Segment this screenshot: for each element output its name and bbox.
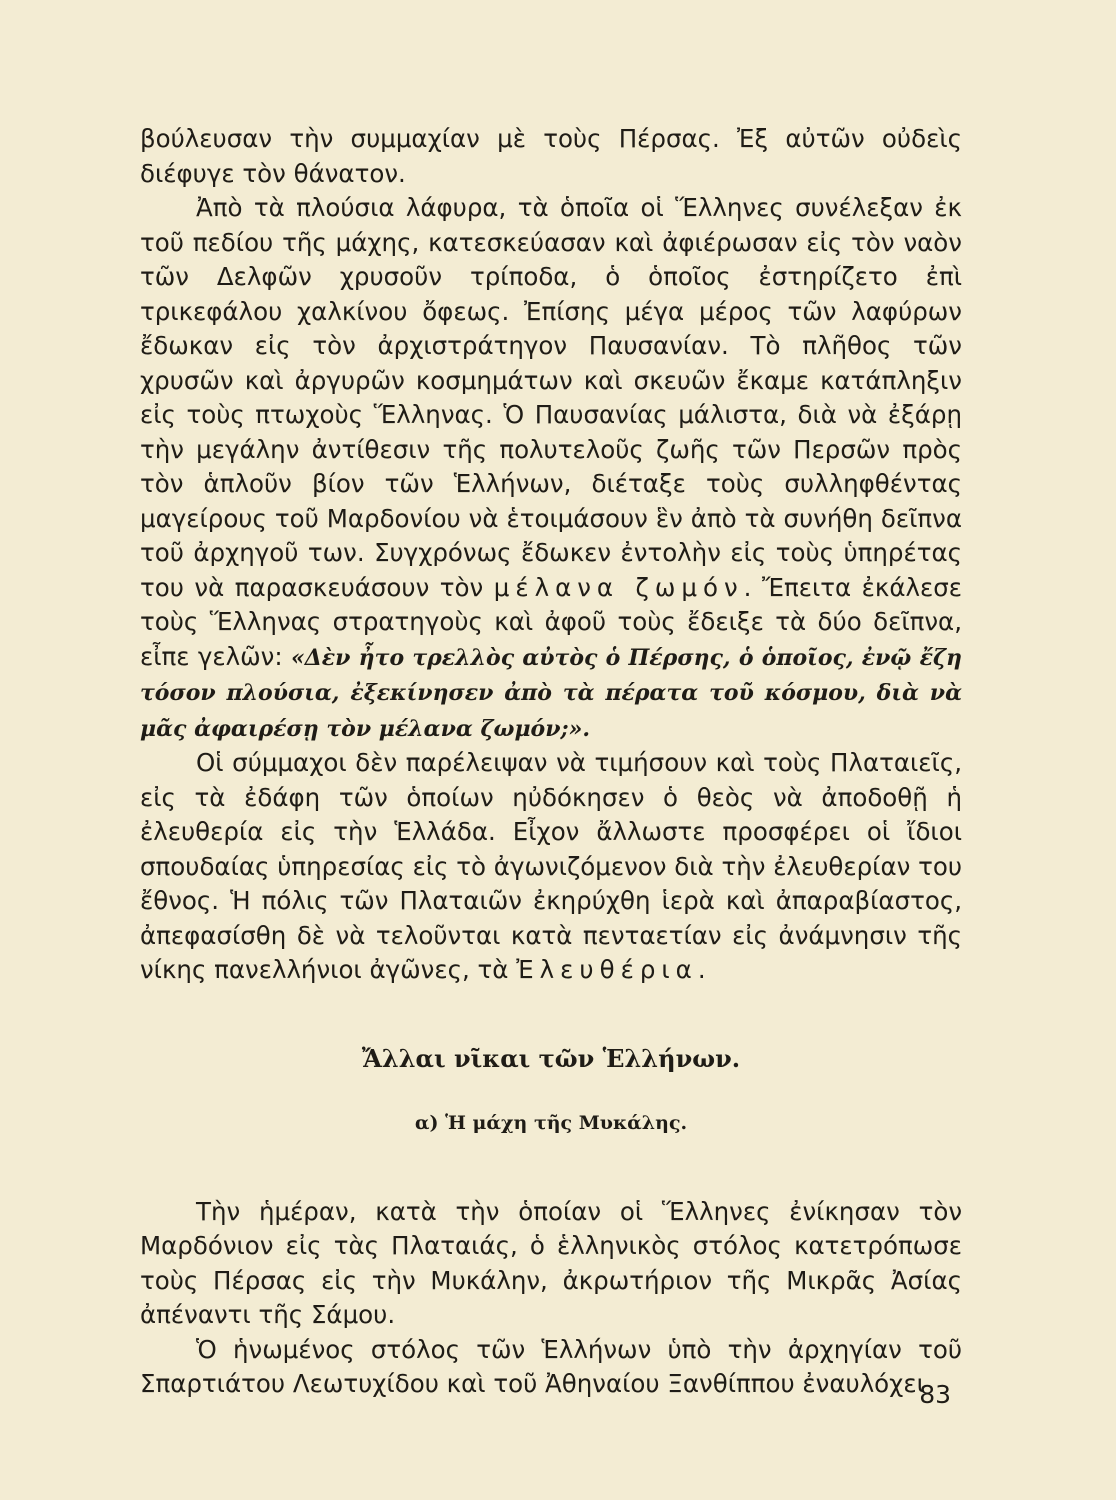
paragraph-2-part-2: . Ἔπειτα ἐκάλεσε τοὺς Ἕλληνας στρατηγοὺς καὶ ἀφοῦ τοὺς ἔδειξε τὰ δύο δεῖπνα, εἶπε γελῶν: [140, 572, 963, 671]
paragraph-3-part-1: Οἱ σύμμαχοι δὲν παρέλειψαν νὰ τιμήσουν καὶ τοὺς Πλαταιεῖς, εἰς τὰ ἐδάφη τῶν ὁποίων ηὐδόκησεν ὁ θεὸς νὰ ἀποδοθῇ ἡ ἐλευθερία εἰς τὴν Ἑλλάδα. Εἶχον ἄλλωστε προσφέρει οἱ ἴδιοι σπουδαίας ὑπηρεσίας εἰς τὸ ἀγωνιζόμενον διὰ τὴν ἐλευθερίαν του ἔθνος. Ἡ πόλις τῶν Πλαταιῶν ἐκηρύχθη ἱερὰ καὶ ἀπαραβίαστος, ἀπεφασίσθη δὲ νὰ τελοῦνται κατὰ πενταετίαν εἰς ἀνάμνησιν τῆς νίκης πανελλήνιοι ἀγῶνες, τὰ [140, 748, 962, 984]
spaced-term-melana-zomon: μέλανα ζωμόν [493, 572, 744, 602]
paragraph-2 [140, 191, 962, 746]
paragraph-3-end: . [697, 955, 706, 984]
paragraph-2-part-1: Ἀπὸ τὰ πλούσια λάφυρα, τὰ ὁποῖα οἱ Ἕλληνες συνέλεξαν ἐκ τοῦ πεδίου τῆς μάχης, κατεσκεύασαν καὶ ἀφιέρωσαν εἰς τὸν ναὸν τῶν Δελφῶν χρυσοῦν τρίποδα, ὁ ὁποῖος ἐστηρίζετο ἐπὶ τρικεφάλου χαλκίνου ὄφεως. Ἐπίσης μέγα μέρος τῶν λαφύρων ἔδωκαν εἰς τὸν ἀρχιστράτηγον Παυσανίαν. Τὸ πλῆθος τῶν χρυσῶν καὶ ἀργυρῶν κοσμημάτων καὶ σκευῶν ἔκαμε κατάπληξιν εἰς τοὺς πτωχοὺς Ἕλληνας. Ὁ Παυσανίας μάλιστα, διὰ νὰ ἐξάρῃ τὴν μεγάλην ἀντίθεσιν τῆς πολυτελοῦς ζωῆς τῶν Περσῶν πρὸς τὸν ἁπλοῦν βίον τῶν Ἑλλήνων, διέταξε τοὺς συλληφθέντας μαγείρους τοῦ Μαρδονίου νὰ ἑτοιμάσουν ἓν ἀπὸ τὰ συνήθη δεῖπνα τοῦ ἀρχηγοῦ των. Συγχρόνως ἔδωκεν ἐντολὴν εἰς τοὺς ὑπηρέτας του νὰ παρασκευάσουν τὸν [140, 193, 962, 602]
paragraph-1: βούλευσαν τὴν συμμαχίαν μὲ τοὺς Πέρσας. Ἐξ αὐτῶν οὐδεὶς διέφυγε τὸν θάνατον. [140, 124, 962, 188]
section-heading: Ἄλλαι νῖκαι τῶν Ἑλλήνων. [361, 1043, 741, 1073]
paragraph-5: Ὁ ἡνωμένος στόλος τῶν Ἑλλήνων ὑπὸ τὴν ἀρχηγίαν τοῦ Σπαρτιάτου Λεωτυχίδου καὶ τοῦ Ἀθηναίου Ξανθίππου ἐναυλόχει [140, 1334, 962, 1398]
section-subheading: α) Ἡ μάχη τῆς Μυκάλης. [414, 1112, 688, 1134]
spaced-term-eleutheria: Ἐλευθέρια [516, 955, 698, 984]
page-number: 83 [919, 1380, 951, 1409]
pausanias-quote: «Δὲν ἦτο τρελλὸς αὐτὸς ὁ Πέρσης, ὁ ὁποῖος, ἐνῷ ἔζη τόσον πλούσια, ἐξεκίνησεν ἀπὸ τὰ πέρατα τοῦ κόσμου, διὰ νὰ μᾶς ἀφαιρέσῃ τὸν μέλανα ζωμόν;». [140, 644, 962, 742]
paragraph-4: Τὴν ἡμέραν, κατὰ τὴν ὁποίαν οἱ Ἕλληνες ἐνίκησαν τὸν Μαρδόνιον εἰς τὰς Πλαταιάς, ὁ ἑλληνικὸς στόλος κατετρόπωσε τοὺς Πέρσας εἰς τὴν Μυκάλην, ἀκρωτήριον τῆς Μικρᾶς Ἀσίας ἀπέναντι τῆς Σάμου. [140, 1196, 962, 1329]
body-text [140, 122, 962, 1402]
paragraph-3 [140, 746, 962, 988]
